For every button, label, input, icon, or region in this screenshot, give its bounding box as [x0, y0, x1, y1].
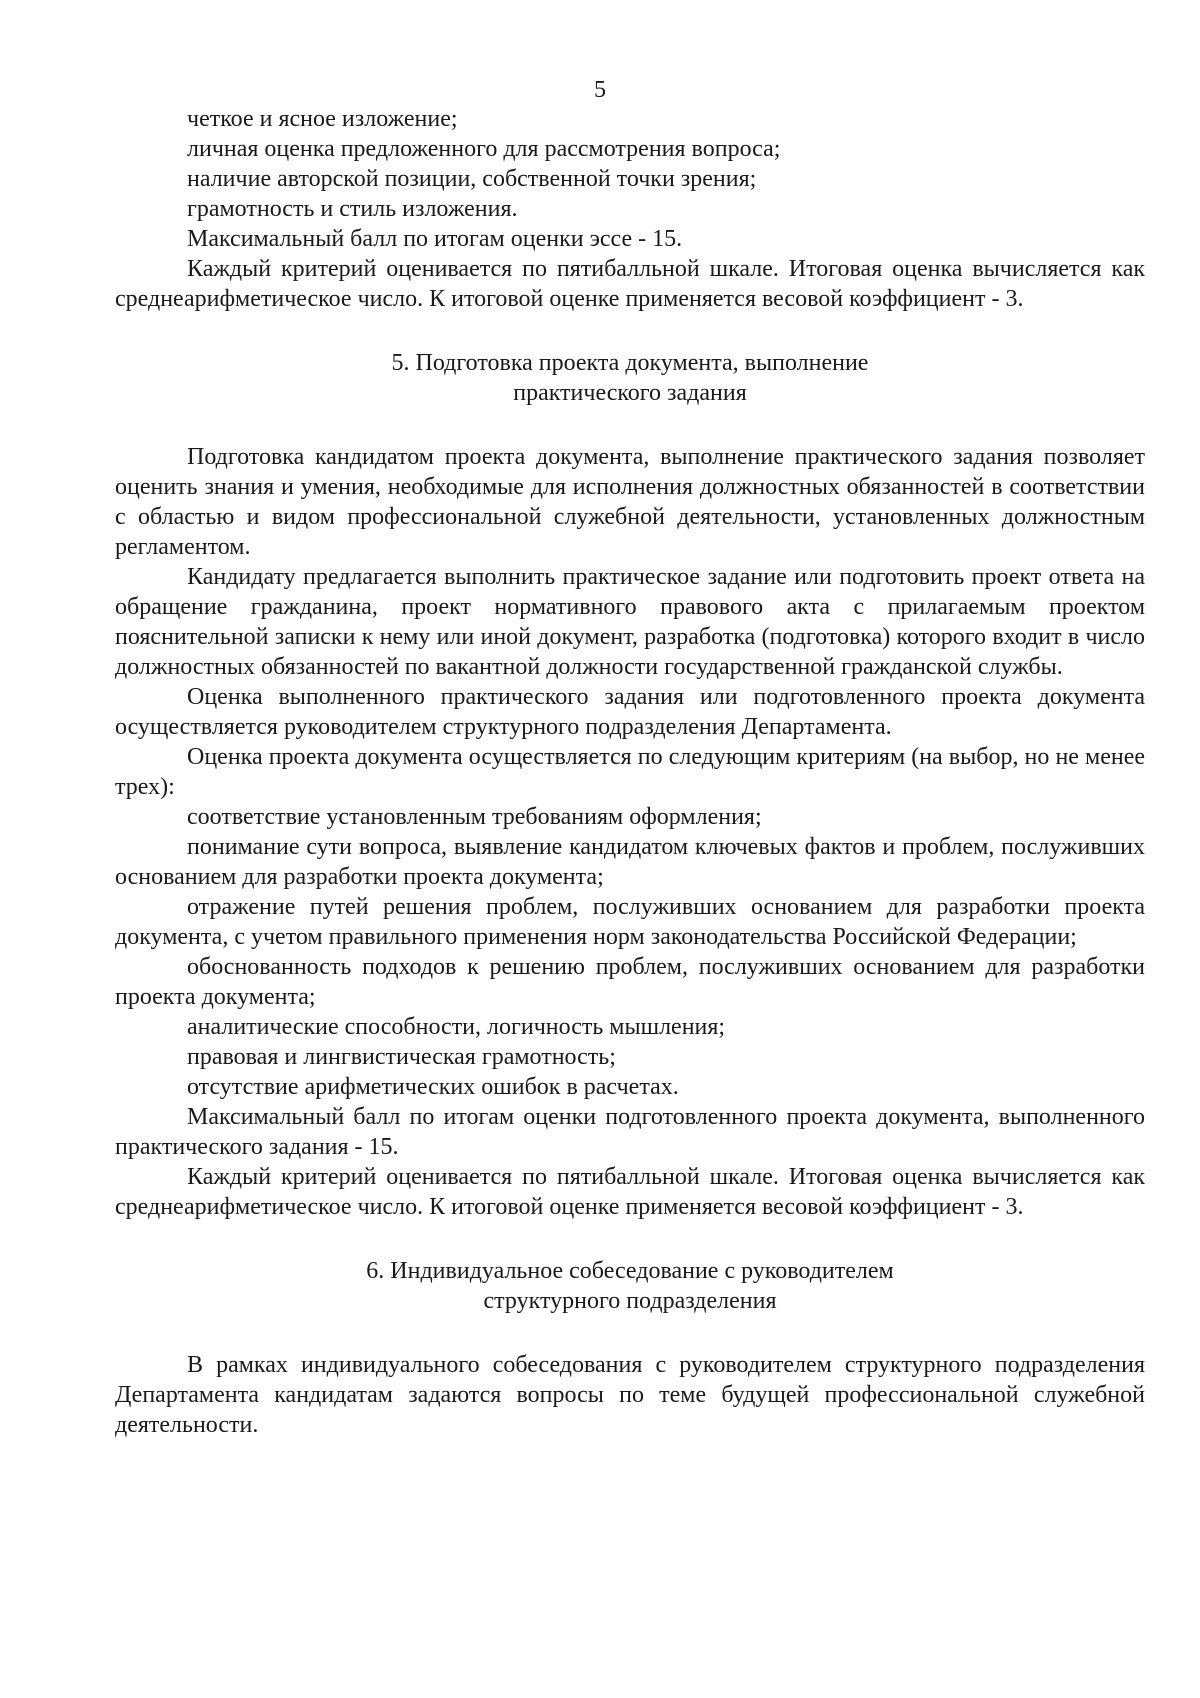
section-5-max-score: Максимальный балл по итогам оценки подготовленного проекта документа, выполненного практического задания - 15.	[115, 1104, 1145, 1160]
document-criterion: отсутствие арифметических ошибок в расчетах.	[187, 1074, 679, 1100]
document-criterion: понимание сути вопроса, выявление кандидатом ключевых фактов и проблем, послуживших основанием для разработки проекта документа;	[115, 834, 1145, 890]
section-5-heading-line2: практического задания	[513, 380, 747, 406]
section-6-heading	[115, 1256, 1145, 1316]
section-5-heading	[115, 348, 1145, 408]
essay-criterion: личная оценка предложенного для рассмотрения вопроса;	[187, 136, 781, 162]
section-5-scale: Каждый критерий оценивается по пятибалльной шкале. Итоговая оценка вычисляется как среднеарифметическое число. К итоговой оценке применяется весовой коэффициент - 3.	[115, 1164, 1145, 1220]
page-number: 5	[594, 77, 606, 103]
essay-criterion: четкое и ясное изложение;	[187, 106, 458, 132]
essay-max-score: Максимальный балл по итогам оценки эссе - 15.	[187, 226, 683, 252]
section-5-paragraph: Кандидату предлагается выполнить практическое задание или подготовить проект ответа на обращение гражданина, проект нормативного правового акта с прилагаемым проектом пояснительной записки к нему или иной документ, разработка (подготовка) которого входит в число должностных обязанностей по вакантной должности государственной гражданской службы.	[115, 564, 1145, 680]
section-5-paragraph: Оценка проекта документа осуществляется по следующим критериям (на выбор, но не менее трех):	[115, 744, 1145, 800]
section-6-paragraph: В рамках индивидуального собеседования с руководителем структурного подразделения Департамента кандидатам задаются вопросы по теме будущей профессиональной служебной деятельности.	[115, 1352, 1145, 1438]
section-6-heading-line1: 6. Индивидуальное собеседование с руководителем	[366, 1258, 894, 1284]
essay-criterion: грамотность и стиль изложения.	[187, 196, 518, 222]
document-body	[115, 104, 1145, 1440]
essay-scale: Каждый критерий оценивается по пятибалльной шкале. Итоговая оценка вычисляется как среднеарифметическое число. К итоговой оценке применяется весовой коэффициент - 3.	[115, 256, 1145, 312]
document-criterion: соответствие установленным требованиям оформления;	[187, 804, 762, 830]
section-5-heading-line1: 5. Подготовка проекта документа, выполнение	[391, 350, 869, 376]
section-5-paragraph: Оценка выполненного практического задания или подготовленного проекта документа осуществляется руководителем структурного подразделения Департамента.	[115, 684, 1145, 740]
document-criterion: обоснованность подходов к решению проблем, послуживших основанием для разработки проекта документа;	[115, 954, 1145, 1010]
document-criterion: аналитические способности, логичность мышления;	[187, 1014, 726, 1040]
section-5-paragraph: Подготовка кандидатом проекта документа, выполнение практического задания позволяет оценить знания и умения, необходимые для исполнения должностных обязанностей в соответствии с областью и видом профессиональной служебной деятельности, установленных должностным регламентом.	[115, 444, 1145, 560]
document-criterion: отражение путей решения проблем, послуживших основанием для разработки проекта документа, с учетом правильного применения норм законодательства Российской Федерации;	[115, 894, 1145, 950]
document-criterion: правовая и лингвистическая грамотность;	[187, 1044, 616, 1070]
section-6-heading-line2: структурного подразделения	[483, 1288, 777, 1314]
essay-criterion: наличие авторской позиции, собственной точки зрения;	[187, 166, 757, 192]
